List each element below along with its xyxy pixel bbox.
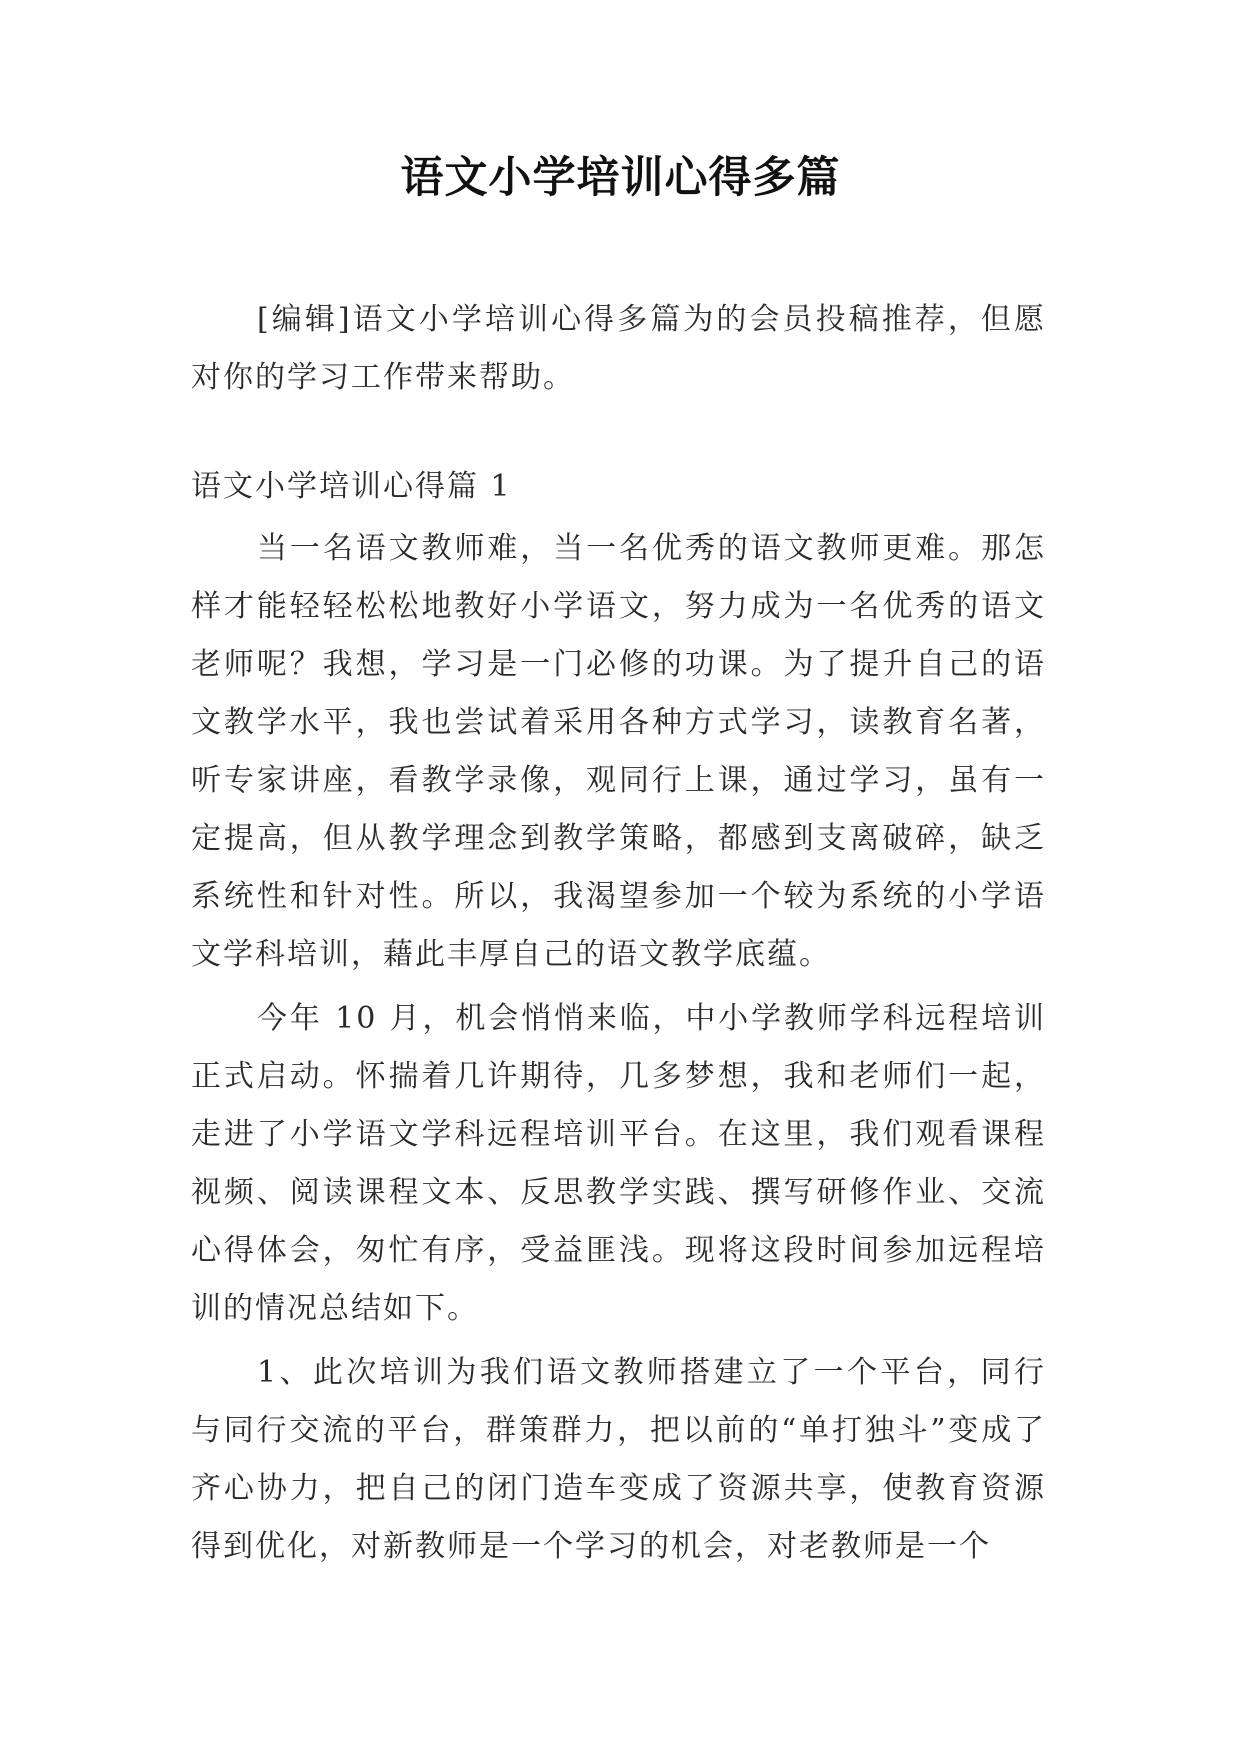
intro-paragraph: [编辑]语文小学培训心得多篇为的会员投稿推荐，但愿对你的学习工作带来帮助。	[191, 302, 1046, 395]
paragraph-3: 1、此次培训为我们语文教师搭建立了一个平台，同行与同行交流的平台，群策群力，把以前的“单打独斗”变成了齐心协力，把自己的闭门造车变成了资源共享，使教育资源得到优化，对新教师是一个学习的机会，对老教师是一个	[191, 1355, 1046, 1564]
intro-block	[191, 291, 1046, 407]
document-title: 语文小学培训心得多篇	[400, 153, 841, 203]
paragraph-2: 今年 10 月，机会悄悄来临，中小学教师学科远程培训正式启动。怀揣着几许期待，几多梦想，我和老师们一起，走进了小学语文学科远程培训平台。在这里，我们观看课程视频、阅读课程文本、反思教学实践、撰写研修作业、交流心得体会，匆忙有序，受益匪浅。现将这段时间参加远程培训的情况总结如下。	[191, 1001, 1046, 1326]
paragraph-1: 当一名语文教师难，当一名优秀的语文教师更难。那怎样才能轻轻松松地教好小学语文，努力成为一名优秀的语文老师呢？我想，学习是一门必修的功课。为了提升自己的语文教学水平，我也尝试着采用各种方式学习，读教育名著，听专家讲座，看教学录像，观同行上课，通过学习，虽有一定提高，但从教学理念到教学策略，都感到支离破碎，缺乏系统性和针对性。所以，我渴望参加一个较为系统的小学语文学科培训，藉此丰厚自己的语文教学底蕴。	[191, 531, 1046, 972]
section-body	[191, 520, 1046, 1582]
section-heading: 语文小学培训心得篇 1	[191, 469, 512, 504]
